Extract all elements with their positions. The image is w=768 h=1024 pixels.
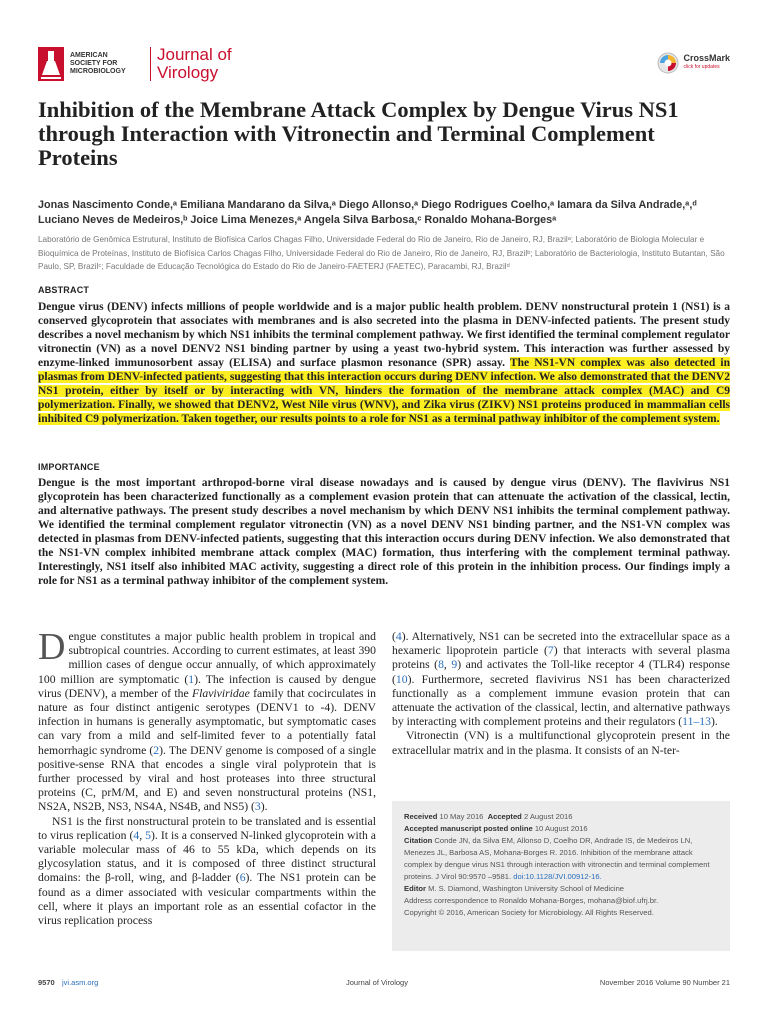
body-paragraph — [38, 626, 377, 815]
copyright: Copyright © 2016, American Society for Microbiology. All Rights Reserved. — [404, 908, 654, 917]
body-column-left — [38, 626, 377, 928]
accepted-date: 2 August 2016 — [523, 812, 573, 821]
journal-name — [157, 46, 232, 82]
correspondence: Address correspondence to Ronaldo Mohana-Borges, mohana@biof.ufrj.br. — [404, 896, 659, 905]
reference-link[interactable]: 11–13 — [682, 715, 711, 729]
body-text: ) that interacts with several plasma proteins ( — [392, 644, 731, 672]
crossmark-badge[interactable] — [657, 52, 730, 74]
author-list — [38, 198, 738, 228]
body-paragraph: Vitronectin (VN) is a multifunctional glycoprotein present in the extracellular matrix and in the plasma. It consists of an N-ter- — [392, 729, 730, 757]
body-text: ( — [392, 630, 396, 643]
page-footer — [38, 978, 730, 992]
body-paragraph: NS1 is the first nonstructural protein to be translated and is essential to virus replication (4, 5). It is a conserved N-linked glycoprotein with a variable molecular mass of 46 to 55 kDa, which depends on its glycosylation status, and it is composed of three distinct structural domains: the β-roll, wing, and β-ladder (6). The NS1 protein can be found as a dimer associated with vesicular compartments within the cell, where it plays an important role as an essential cofactor in the virus replication process — [38, 814, 376, 928]
reference-link[interactable]: 8 — [438, 658, 444, 672]
editor-label: Editor — [404, 884, 426, 893]
importance-heading: IMPORTANCE — [38, 462, 100, 472]
editor-name: M. S. Diamond, Washington University School of Medicine — [428, 884, 625, 893]
received-label: Received — [404, 812, 438, 821]
online-date: 10 August 2016 — [534, 824, 588, 833]
accepted-label: Accepted — [487, 812, 522, 821]
reference-link[interactable]: 1 — [188, 672, 195, 686]
asm-logo[interactable] — [38, 44, 232, 84]
online-line — [404, 823, 718, 835]
reference-link[interactable]: 2 — [153, 743, 160, 757]
citation-text: Conde JN, da Silva EM, Allonso D, Coelho DR, Andrade IS, de Medeiros LN, Menezes JL, Barbosa AS, Mohana-Borges R. 2016. Inhibition of the membrane attack complex by dengue virus NS1 through interaction with vitronectin and terminal complement proteins. J Virol 90:9570 –9581. — [404, 836, 710, 881]
society-line-1: AMERICAN — [70, 52, 108, 59]
crossmark-sub: click for updates — [683, 64, 720, 70]
body-text: ). — [710, 715, 718, 729]
body-text: NS1 is the first nonstructural protein to be translated and is essential to virus replication ( — [38, 814, 376, 842]
author-line-2: Luciano Neves de Medeiros,ᵇ Joice Lima Menezes,ᵃ Angela Silva Barbosa,ᶜ Ronaldo Mohana-Borgesᵃ — [38, 214, 557, 226]
journal-site-link[interactable]: jvi.asm.org — [62, 978, 99, 987]
society-name — [70, 52, 144, 76]
body-text: family that cocirculates in nature as four distinct antigenic serotypes (DENV1 to -4). DENV infection in humans is generally asymptomatic, but symptomatic cases can vary from a mild and self-limited fever to a potentially fatal hemorrhagic syndrome ( — [38, 686, 376, 757]
crossmark-name: CrossMark — [683, 53, 730, 63]
reference-link[interactable]: 10 — [395, 672, 408, 686]
crossmark-icon — [657, 52, 679, 74]
drop-cap: D — [38, 626, 66, 668]
logo-divider — [150, 47, 151, 81]
reference-link[interactable]: 9 — [451, 658, 458, 672]
asm-flask-icon — [38, 47, 64, 81]
abstract-body — [38, 300, 730, 426]
body-text: engue constitutes a major public health problem in tropical and subtropical countries. According to current estimates, at least 390 million cases of dengue occur annually, of which approximately 100 million are symptomatic ( — [38, 630, 376, 686]
editor-line — [404, 883, 718, 895]
journal-line-1: Journal of — [157, 45, 232, 64]
body-text: ). The DENV genome is composed of a single positive-sense RNA that encodes a single viral polyprotein that is further processed by viral and host proteases into three structural proteins (C, prM/M, and E) and seven nonstructural proteins (NS1, NS2A, NS2B, NS3, NS4A, NS4B, and NS5) ( — [38, 743, 377, 814]
abstract-highlight[interactable]: The NS1-VN complex was also detected in plasmas from DENV-infected patients, suggesting that this interaction occurs during DENV infection. We also demonstrated that the DENV2 NS1 protein, either by itself or by interacting with VN, hinders the formation of the membrane attack complex (MAC) and C9 polymerization. Finally, we showed that DENV2, West Nile virus (WNV), and Zika virus (ZIKV) NS1 proteins produced in mammalian cells inhibited C9 polymerization. Taken together, our results points to a role for NS1 as a terminal pathway inhibitor of the complement system. — [38, 357, 730, 425]
citation-label: Citation — [404, 836, 433, 845]
affiliations: Laboratório de Genômica Estrutural, Instituto de Biofísica Carlos Chagas Filho, Universidade Federal do Rio de Janeiro, Rio de Janeiro, RJ, Brazilᵃ; Laboratório de Biologia Molecular e Bioquímica de Proteínas, Instituto de Biofísica Carlos Chagas Filho, Universidade Federal do Rio de Janeiro, Rio de Janeiro, RJ, Brazilᵇ; Laboratório de Bacteriologia, Instituto Butantan, São Paulo, SP, Brazilᶜ; Faculdade de Educação Tecnológica do Estado do Rio de Janeiro-FAETERJ (FAETEC), Paracambi, RJ, Brazilᵈ — [38, 235, 725, 271]
reference-link[interactable]: 3 — [254, 800, 261, 814]
body-text: ). It is a conserved N-linked glycoprotein with a variable molecular mass of 46 to 55 kDa, which depends on its glycosylation status, and it is composed of three distinct structural domains: the β-roll, wing, and β-ladder ( — [38, 828, 376, 885]
body-text: ). The infection is caused by dengue virus (DENV), a member of the — [38, 672, 376, 700]
received-date: 10 May 2016 — [439, 812, 484, 821]
author-line-1: Jonas Nascimento Conde,ᵃ Emiliana Mandarano da Silva,ᵃ Diego Allonso,ᵃ Diego Rodrigues Coelho,ᵃ Iamara da Silva Andrade,ᵃ,ᵈ — [38, 199, 697, 211]
crossmark-label — [683, 54, 730, 72]
reference-link[interactable]: 4 — [133, 828, 140, 842]
reference-link[interactable]: 6 — [239, 871, 246, 885]
importance-body: Dengue is the most important arthropod-borne viral disease nowadays and is caused by dengue virus (DENV). The flavivirus NS1 glycoprotein has been characterized functionally as a complement evasion protein that can attenuate the activation of the classical, lectin, and alternative pathways. The present study describes a novel mechanism by which DENV NS1 inhibits the terminal complement pathway. We identified the terminal complement regulator vitronectin (VN) as a novel DENV NS1 binding partner, and the NS1-VN complex was detected in plasmas from DENV-infected patients, suggesting that this interaction occurs during DENV infection. We also demonstrated that the NS1-VN complex inhibited membrane attack complex (MAC) formation, thus interfering with the complement terminal pathway. Interestingly, NS1 itself also inhibited MAC activity, suggesting a direct role of this protein in the inhibition process. Our findings imply a role for NS1 as a terminal pathway inhibitor of the complement system. — [38, 477, 730, 587]
reference-link[interactable]: 5 — [145, 828, 151, 842]
body-text: ). The NS1 protein can be found as a dimer associated with vesicular compartments within the cell, where it plays an important role as an essential cofactor in the virus replication process — [38, 871, 376, 928]
footer-journal-name: Journal of Virology — [346, 978, 408, 987]
journal-line-2: Virology — [157, 63, 219, 82]
dates-line — [404, 811, 718, 823]
citation — [404, 835, 718, 883]
article-title: Inhibition of the Membrane Attack Complex by Dengue Virus NS1 through Interaction with Vitronectin and Terminal Complement Proteins — [38, 97, 679, 170]
journal-header — [38, 44, 730, 90]
article-info-box — [392, 801, 730, 951]
abstract-text: Dengue virus (DENV) infects millions of people worldwide and is a major public health problem. DENV nonstructural protein 1 (NS1) is a conserved glycoprotein that associates with membranes and is also secreted into the plasma in DENV-infected patients. The present study describes a novel mechanism by which NS1 inhibits the terminal complement pathway. We first identified the terminal complement regulator vitronectin (VN) as a novel DENV2 NS1 binding partner by using a yeast two-hybrid system. This interaction was further assessed by enzyme-linked immunosorbent assay (ELISA) and surface plasmon resonance (SPR) assay. — [38, 301, 730, 369]
online-label: Accepted manuscript posted online — [404, 824, 533, 833]
reference-link[interactable]: 4 — [395, 630, 402, 643]
body-column-right — [392, 630, 730, 758]
taxon-name: Flaviviridae — [191, 686, 250, 700]
body-text: ). Furthermore, secreted flavivirus NS1 has been characterized functionally as a complement immune evasion protein that can attenuate the activation of the classical, lectin, and alternative pathways by interacting with complement proteins and their regulators ( — [392, 672, 730, 729]
abstract-heading: ABSTRACT — [38, 285, 90, 295]
page-number: 9570 — [38, 978, 55, 987]
society-line-3: MICROBIOLOGY — [70, 68, 126, 75]
body-text: ) and activates the Toll-like receptor 4 (TLR4) response ( — [392, 658, 730, 686]
society-line-2: SOCIETY FOR — [70, 60, 118, 67]
body-text: ). — [260, 800, 268, 814]
issue-info: November 2016 Volume 90 Number 21 — [599, 978, 730, 987]
body-paragraph: (4). Alternatively, NS1 can be secreted into the extracellular space as a hexameric lipoprotein particle (7) that interacts with several plasma proteins (8, 9) and activates the Toll-like receptor 4 (TLR4) response (10). Furthermore, secreted flavivirus NS1 has been characterized functionally as a complement immune evasion protein that can attenuate the activation of the classical, lectin, and alternative pathways by interacting with complement proteins and their regulators (11–13). — [392, 630, 731, 729]
reference-link[interactable]: 7 — [547, 644, 554, 658]
doi-link[interactable]: doi:10.1128/JVI.00912-16. — [513, 872, 602, 881]
body-text: ). Alternatively, NS1 can be secreted into the extracellular space as a hexameric lipoprotein particle ( — [392, 630, 730, 658]
